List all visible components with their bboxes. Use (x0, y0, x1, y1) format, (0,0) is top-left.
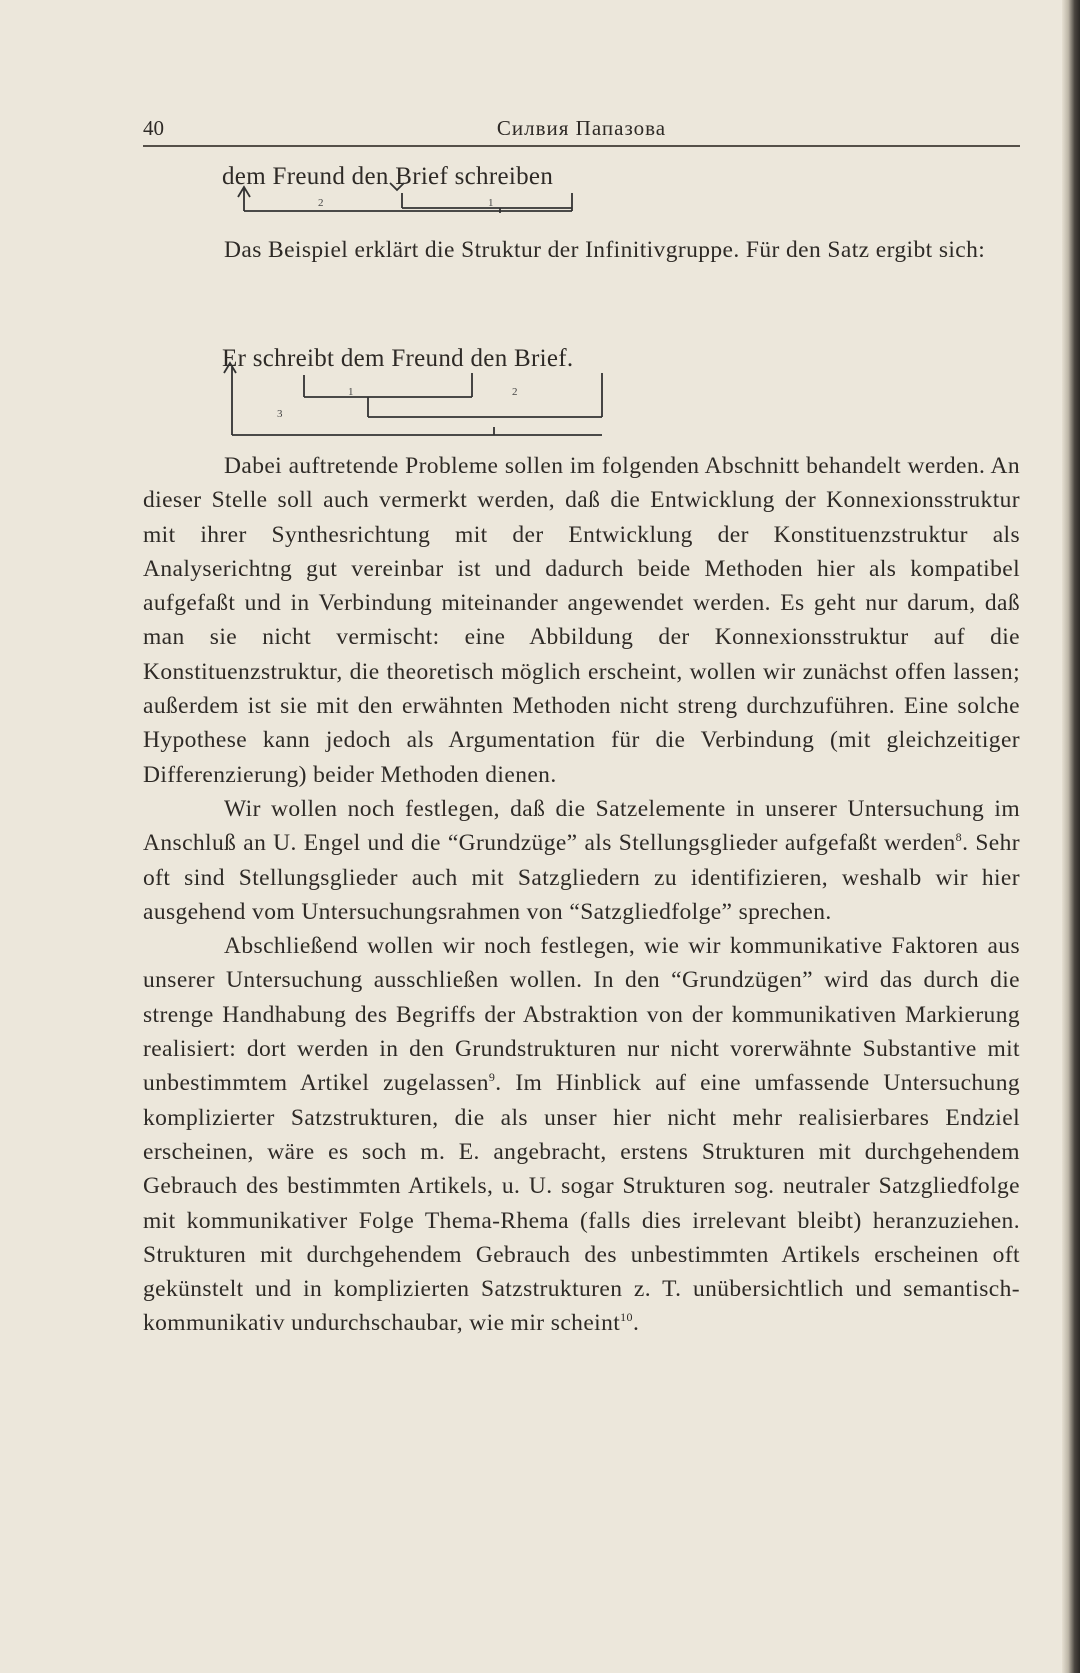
paragraph-text: . Sehr oft sind Stellungsglieder auch mit Satzgliedern zu identifizieren, weshalb wir hier ausgehend vom Untersuchungsrahmen von “Satzgliedfolge” sprechen. (143, 830, 1020, 925)
running-head: Силвия Папазова (496, 116, 667, 140)
paragraph-text: Abschließend wollen wir noch festlegen, wie wir kommunikative Faktoren aus unserer Untersuchung ausschließen wollen. In den “Grundzügen” wird das durch die strenge Handhabung des Begriffs der Abstraktion von der kommunikativen Markierung realisiert: dort werden in den Grundstrukturen nur nicht vorerwähnte Substantive mit unbestimmtem Artikel zugelassen (143, 933, 1020, 1097)
paragraph (143, 929, 1020, 1341)
bracket-label: 3 (277, 408, 283, 420)
diagram-brackets (222, 345, 642, 437)
header-rule (143, 145, 1020, 147)
paragraph (143, 792, 1020, 929)
paragraph-intro (143, 233, 1020, 267)
dependency-diagram-sentence (222, 345, 642, 437)
paragraph: Dabei auftretende Probleme sollen im folgenden Abschnitt behandelt werden. An dieser Stelle soll auch vermerkt werden, daß die Entwicklung der Konnexionsstruktur mit ihrer Synthesrichtung mit der Entwicklung der Konstituenzstruktur als Analyserichtng gut vereinbar ist und dadurch beide Methoden hier als kompatibel aufgefaßt und in Verbindung miteinander angewendet werden. Es geht nur darum, daß man sie nicht vermischt: eine Abbildung der Konnexionsstruktur auf die Konstituenzstruktur, die theoretisch möglich erscheint, wollen wir zunächst offen lassen; außerdem ist sie mit den erwähnten Methoden nicht streng durchzuführen. Eine solche Hypothese kann jedoch als Argumentation für die Verbindung (mit gleichzeitiger Differenzierung) beider Methoden dienen. (143, 453, 1020, 788)
dependency-diagram-infinitive (218, 163, 638, 223)
paragraph-text: Wir wollen noch festlegen, daß die Satzelemente in unserer Untersuchung im Anschluß an U. Engel und die “Grundzüge” als Stellungsglieder aufgefaßt werden (143, 795, 1020, 857)
paragraph: Das Beispiel erklärt die Struktur der Infinitivgruppe. Für den Satz ergibt sich: (224, 237, 986, 263)
bracket-label: 1 (348, 386, 354, 398)
paragraph-text: . (632, 1310, 640, 1337)
page-header (143, 112, 1020, 144)
paragraph-text: . Im Hinblick auf eine umfassende Untersuchung komplizierter Satzstrukturen, die als unser hier nicht mehr realisierbares Endziel erscheinen, wäre es soch m. E. angebracht, erstens Strukturen mit durchgehendem Gebrauch des bestimmten Artikels, u. U. sogar Strukturen sog. neutraler Satzgliedfolge mit kommunikativer Folge Thema-Rhema (falls dies irrelevant bleibt) heranzuziehen. Strukturen mit durchgehendem Gebrauch des unbestimmten Artikels erscheinen oft gekünstelt und in komplizierten Satzstrukturen z. T. unübersichtlich und semantisch-kommunikativ undurchschaubar, wie mir scheint (143, 1070, 1020, 1337)
footnote-marker: 9 (488, 1070, 496, 1085)
diagram-brackets (218, 163, 638, 223)
footnote-marker: 10 (620, 1310, 633, 1325)
diagram-sentence: dem Freund den Brief schreiben (222, 163, 554, 190)
bracket-label: 2 (318, 197, 324, 209)
page-number: 40 (143, 116, 164, 140)
book-spine-shadow (1062, 0, 1080, 1673)
bracket-label: 1 (488, 197, 494, 209)
footnote-marker: 8 (955, 830, 963, 845)
bracket-label: 2 (512, 386, 518, 398)
diagram-sentence: Er schreibt dem Freund den Brief. (222, 345, 574, 372)
body-text (143, 449, 1020, 1341)
